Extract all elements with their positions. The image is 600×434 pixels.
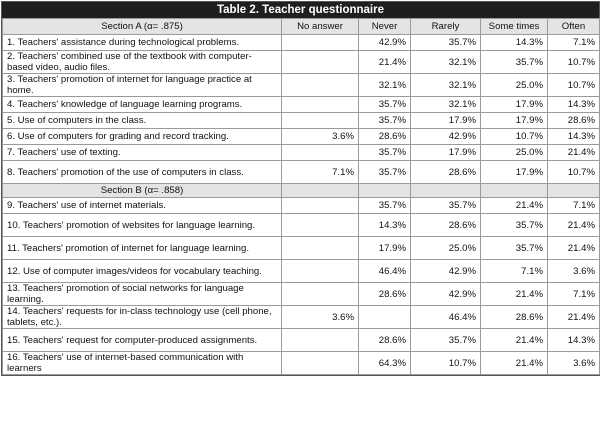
question-cell: 1. Teachers' assistance during technological problems.	[3, 35, 282, 51]
section-b-empty-cell	[282, 184, 359, 198]
some-times-cell: 28.6%	[481, 306, 548, 329]
some-times-cell: 35.7%	[481, 237, 548, 260]
never-cell: 35.7%	[359, 198, 411, 214]
rarely-cell: 46.4%	[411, 306, 481, 329]
rarely-cell: 28.6%	[411, 161, 481, 184]
never-cell: 35.7%	[359, 97, 411, 113]
question-cell: 14. Teachers' requests for in-class technology use (cell phone, tablets, etc.).	[3, 306, 282, 329]
section-b-empty-cell	[481, 184, 548, 198]
no-answer-cell	[282, 113, 359, 129]
no-answer-cell	[282, 145, 359, 161]
question-cell: 4. Teachers' knowledge of language learning programs.	[3, 97, 282, 113]
question-cell: 13. Teachers' promotion of social networks for language learning.	[3, 283, 282, 306]
some-times-cell: 35.7%	[481, 51, 548, 74]
table-row	[3, 113, 600, 129]
table-row	[3, 161, 600, 184]
question-cell: 15. Teachers' request for computer-produced assignments.	[3, 329, 282, 352]
table-row	[3, 283, 600, 306]
header-some-times: Some times	[481, 19, 548, 35]
question-cell: 8. Teachers' promotion of the use of computers in class.	[3, 161, 282, 184]
no-answer-cell	[282, 35, 359, 51]
some-times-cell: 21.4%	[481, 198, 548, 214]
some-times-cell: 17.9%	[481, 97, 548, 113]
some-times-cell: 21.4%	[481, 283, 548, 306]
questionnaire-table-container	[1, 1, 600, 376]
some-times-cell: 25.0%	[481, 74, 548, 97]
table-row	[3, 198, 600, 214]
never-cell: 64.3%	[359, 352, 411, 375]
table-row	[3, 97, 600, 113]
no-answer-cell: 7.1%	[282, 161, 359, 184]
some-times-cell: 14.3%	[481, 35, 548, 51]
often-cell: 14.3%	[548, 97, 600, 113]
rarely-cell: 42.9%	[411, 260, 481, 283]
some-times-cell: 21.4%	[481, 352, 548, 375]
table-row	[3, 237, 600, 260]
no-answer-cell	[282, 329, 359, 352]
no-answer-cell	[282, 51, 359, 74]
often-cell: 3.6%	[548, 352, 600, 375]
header-no-answer: No answer	[282, 19, 359, 35]
no-answer-cell	[282, 97, 359, 113]
table-row	[3, 74, 600, 97]
header-often: Often	[548, 19, 600, 35]
section-b-header-row	[3, 184, 600, 198]
rarely-cell: 42.9%	[411, 283, 481, 306]
rarely-cell: 17.9%	[411, 145, 481, 161]
never-cell: 35.7%	[359, 145, 411, 161]
question-cell: 11. Teachers' promotion of internet for language learning.	[3, 237, 282, 260]
rarely-cell: 17.9%	[411, 113, 481, 129]
rarely-cell: 10.7%	[411, 352, 481, 375]
table-row	[3, 306, 600, 329]
no-answer-cell: 3.6%	[282, 129, 359, 145]
rarely-cell: 32.1%	[411, 74, 481, 97]
header-never: Never	[359, 19, 411, 35]
no-answer-cell	[282, 260, 359, 283]
table-row	[3, 145, 600, 161]
table-row	[3, 214, 600, 237]
rarely-cell: 32.1%	[411, 97, 481, 113]
no-answer-cell: 3.6%	[282, 306, 359, 329]
table-row	[3, 329, 600, 352]
question-cell: 9. Teachers' use of internet materials.	[3, 198, 282, 214]
often-cell: 14.3%	[548, 329, 600, 352]
question-cell: 10. Teachers' promotion of websites for language learning.	[3, 214, 282, 237]
often-cell: 7.1%	[548, 35, 600, 51]
some-times-cell: 17.9%	[481, 113, 548, 129]
question-cell: 3. Teachers' promotion of internet for language practice at home.	[3, 74, 282, 97]
never-cell: 42.9%	[359, 35, 411, 51]
often-cell: 10.7%	[548, 161, 600, 184]
rarely-cell: 35.7%	[411, 329, 481, 352]
section-b-label: Section B (α= .858)	[3, 184, 282, 198]
some-times-cell: 25.0%	[481, 145, 548, 161]
some-times-cell: 21.4%	[481, 329, 548, 352]
table-row	[3, 51, 600, 74]
often-cell: 3.6%	[548, 260, 600, 283]
never-cell: 32.1%	[359, 74, 411, 97]
often-cell: 10.7%	[548, 74, 600, 97]
table-row	[3, 260, 600, 283]
rarely-cell: 32.1%	[411, 51, 481, 74]
often-cell: 21.4%	[548, 237, 600, 260]
rarely-cell: 28.6%	[411, 214, 481, 237]
never-cell: 14.3%	[359, 214, 411, 237]
rarely-cell: 42.9%	[411, 129, 481, 145]
header-rarely: Rarely	[411, 19, 481, 35]
often-cell: 14.3%	[548, 129, 600, 145]
table-header-row	[3, 19, 600, 35]
header-section-a: Section A (α= .875)	[3, 19, 282, 35]
rarely-cell: 35.7%	[411, 198, 481, 214]
section-b-empty-cell	[359, 184, 411, 198]
table-row	[3, 129, 600, 145]
never-cell: 35.7%	[359, 161, 411, 184]
often-cell: 21.4%	[548, 306, 600, 329]
section-b-empty-cell	[548, 184, 600, 198]
question-cell: 5. Use of computers in the class.	[3, 113, 282, 129]
often-cell: 7.1%	[548, 283, 600, 306]
never-cell: 28.6%	[359, 329, 411, 352]
question-cell: 7. Teachers' use of texting.	[3, 145, 282, 161]
never-cell: 28.6%	[359, 283, 411, 306]
some-times-cell: 7.1%	[481, 260, 548, 283]
table-row	[3, 35, 600, 51]
rarely-cell: 35.7%	[411, 35, 481, 51]
no-answer-cell	[282, 237, 359, 260]
often-cell: 10.7%	[548, 51, 600, 74]
often-cell: 7.1%	[548, 198, 600, 214]
question-cell: 6. Use of computers for grading and record tracking.	[3, 129, 282, 145]
never-cell: 35.7%	[359, 113, 411, 129]
no-answer-cell	[282, 283, 359, 306]
some-times-cell: 10.7%	[481, 129, 548, 145]
table-row	[3, 352, 600, 375]
question-cell: 2. Teachers' combined use of the textbook with computer-based video, audio files.	[3, 51, 282, 74]
often-cell: 21.4%	[548, 145, 600, 161]
some-times-cell: 17.9%	[481, 161, 548, 184]
often-cell: 28.6%	[548, 113, 600, 129]
often-cell: 21.4%	[548, 214, 600, 237]
rarely-cell: 25.0%	[411, 237, 481, 260]
table-title: Table 2. Teacher questionnaire	[2, 2, 599, 18]
never-cell: 28.6%	[359, 129, 411, 145]
no-answer-cell	[282, 214, 359, 237]
section-b-empty-cell	[411, 184, 481, 198]
questionnaire-table	[2, 18, 600, 375]
question-cell: 16. Teachers' use of internet-based communication with learners	[3, 352, 282, 375]
no-answer-cell	[282, 352, 359, 375]
question-cell: 12. Use of computer images/videos for vocabulary teaching.	[3, 260, 282, 283]
never-cell: 21.4%	[359, 51, 411, 74]
never-cell: 46.4%	[359, 260, 411, 283]
no-answer-cell	[282, 74, 359, 97]
some-times-cell: 35.7%	[481, 214, 548, 237]
never-cell: 17.9%	[359, 237, 411, 260]
no-answer-cell	[282, 198, 359, 214]
never-cell	[359, 306, 411, 329]
